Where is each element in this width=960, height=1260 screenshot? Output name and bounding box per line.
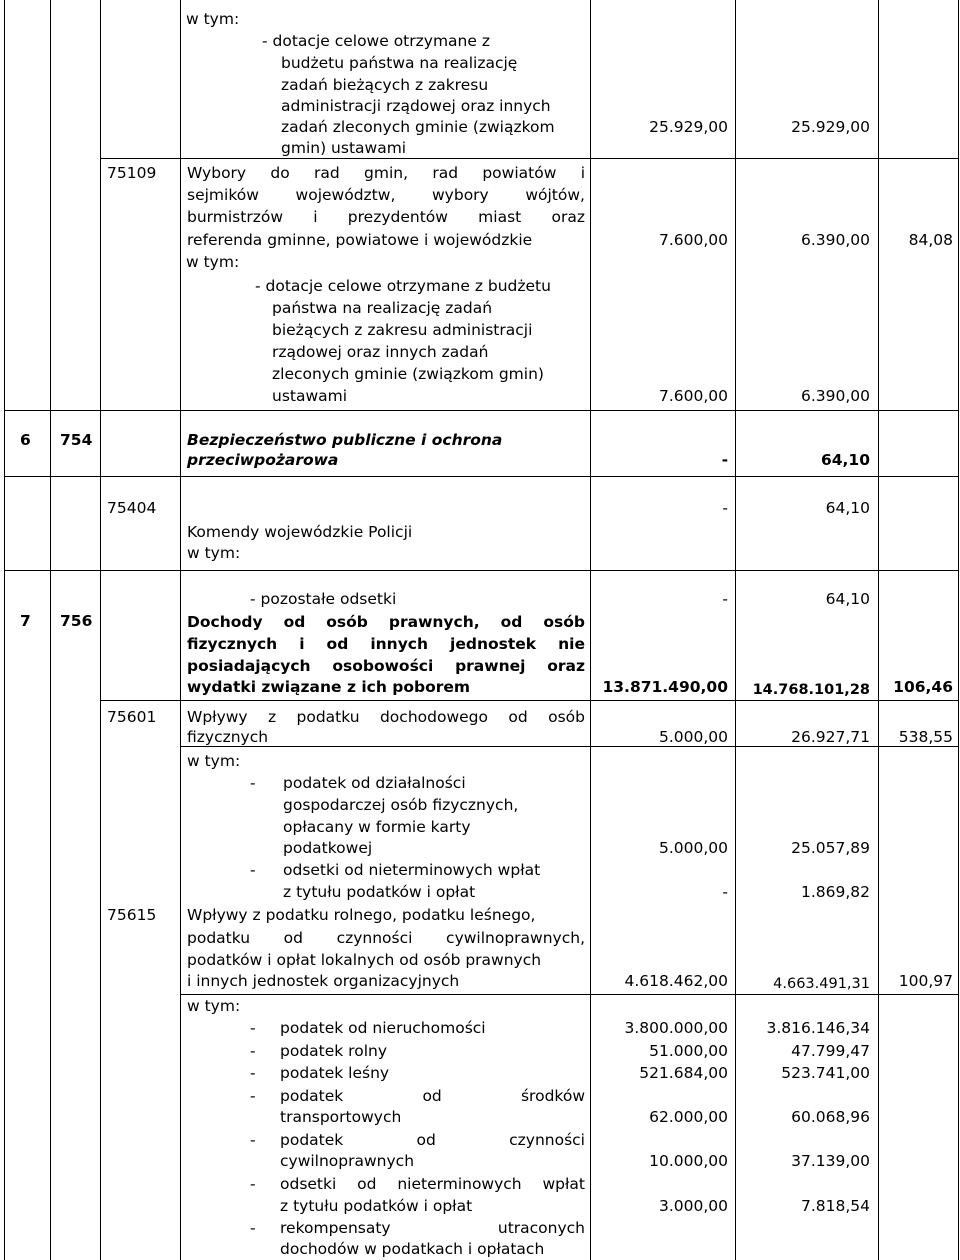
wtym-item-line: zadań bieżących z zakresu [281,76,489,94]
item-line: opłacany w formie karty [283,818,471,836]
word: gmin, [364,164,409,182]
word: wybory [432,186,489,204]
wtym-label: w tym: [187,752,241,770]
dzial-code: 756 [60,612,93,630]
plan-value: - [722,499,728,517]
word: od [422,1087,442,1105]
dzial-name-line: przeciwpożarowa [187,451,339,469]
word: oraz [547,657,585,675]
dash: - [250,1064,256,1082]
rozdzial-name-line: podatków i opłat lokalnych od osób prawnych [187,951,542,969]
word: miast [478,208,522,226]
wtym-item-line: rządowej oraz innych zadań [272,343,489,361]
wtym-label: w tym: [187,544,241,562]
word: prawnych, [388,613,480,631]
word: nieterminowych [397,1175,522,1193]
plan-value: 4.618.462,00 [624,972,728,990]
pct-value: 84,08 [908,231,953,249]
word: rad [432,164,459,182]
dzial-name-line: wydatki związane z ich poborem [187,678,471,696]
word: rad [314,164,340,182]
rozdzial-code: 75404 [107,499,157,517]
lp-number: 6 [20,431,31,449]
exec-value: 523.741,00 [781,1064,870,1082]
row-rule [4,410,958,411]
word: utraconych [497,1219,585,1237]
item-line [280,1130,585,1150]
word: nie [558,635,585,653]
word: wójtów, [525,186,585,204]
word: Dochody [187,613,263,631]
exec-value: 25.929,00 [791,118,870,136]
word: osobowości [332,657,434,675]
plan-value: 13.871.490,00 [602,678,728,696]
rozdzial-name-line [187,207,585,227]
exec-value: 60.068,96 [791,1108,870,1126]
item-line [280,1218,585,1238]
plan-value: 7.600,00 [658,231,728,249]
item-line: z tytułu podatków i opłat [280,1197,473,1215]
plan-value: - [721,451,728,469]
rozdzial-name-line [187,185,585,205]
item-line [280,1174,585,1194]
word: od [326,635,349,653]
word: i [313,208,318,226]
word: od [500,613,523,631]
word: jednostek [450,635,537,653]
word: rekompensaty [280,1219,391,1237]
word: sejmików [187,186,259,204]
plan-value: 5.000,00 [658,728,728,746]
word: podatek [280,1087,344,1105]
word: oraz [551,208,585,226]
row-rule [180,994,958,995]
item-line [280,1086,585,1106]
exec-value: 6.390,00 [800,387,870,405]
wtym-item-line: administracji rządowej oraz innych [281,97,551,115]
dash: - [250,861,256,879]
item-line: podatek od działalności [283,774,466,792]
word: dochodowego [379,708,488,726]
item-line: podatek od nieruchomości [280,1019,486,1037]
word: osób [326,613,368,631]
dash: - [250,774,256,792]
item-line: z tytułu podatków i opłat [283,883,476,901]
word: podatku [187,929,251,947]
item-line: dochodów w podatkach i opłatach [280,1240,545,1258]
wtym-item-line: ustawami [272,387,348,405]
wtym-item-line: państwa na realizację zadań [272,299,493,317]
exec-value: 64,10 [820,451,870,469]
item-line: podatek rolny [280,1042,387,1060]
rozdzial-code: 75109 [107,164,157,182]
col-rule-plan-exec [735,0,736,1260]
exec-value: 3.816.146,34 [766,1019,870,1037]
word: czynności [336,929,413,947]
word: odsetki [280,1175,337,1193]
exec-value: 6.390,00 [800,231,870,249]
lp-number: 7 [20,612,31,630]
wtym-label: w tym: [186,253,240,271]
exec-value: 26.927,71 [791,728,870,746]
rozdzial-name-line: referenda gminne, powiatowe i wojewódzkie [187,231,533,249]
word: powiatów [482,164,557,182]
row-rule [4,570,958,571]
wtym-label: w tym: [187,997,241,1015]
plan-value: 3.000,00 [658,1197,728,1215]
rozdzial-name-line [187,928,585,948]
word: Wybory [187,164,247,182]
word: do [270,164,290,182]
exec-value: 47.799,47 [791,1042,870,1060]
word: podatek [280,1131,344,1149]
plan-value: 3.800.000,00 [624,1019,728,1037]
dzial-code: 754 [60,431,93,449]
pct-value: 106,46 [893,678,953,696]
dzial-name-line: Bezpieczeństwo publiczne i ochrona [187,431,503,449]
word: cywilnoprawnych, [446,929,585,947]
pct-value: 538,55 [898,728,953,746]
item-line: transportowych [280,1108,402,1126]
wtym-item-line: zadań zleconych gminie (związkom [281,118,555,136]
rozdzial-code: 75601 [107,708,157,726]
word: podatku [296,708,360,726]
col-rule-lp-dzial [50,0,51,1260]
row-rule [100,700,958,701]
wtym-item-line: - dotacje celowe otrzymane z budżetu [255,277,551,295]
plan-value: - [722,590,728,608]
word: czynności [509,1131,585,1149]
rozdzial-name-line: fizycznych [187,728,269,746]
exec-value: 64,10 [825,590,870,608]
wtym-label: w tym: [186,10,240,28]
wtym-item-line: budżetu państwa na realizację [281,54,518,72]
exec-value: 14.768.101,28 [752,682,870,698]
wtym-item-line: zleconych gminie (związkom gmin) [272,365,544,383]
exec-value: 37.139,00 [791,1152,870,1170]
word: fizycznych [187,635,278,653]
rozdzial-code: 75615 [107,906,157,924]
exec-value: 7.818,54 [800,1197,870,1215]
word: od [283,613,306,631]
word: od [283,929,303,947]
word: burmistrzów [187,208,283,226]
word: od [357,1175,377,1193]
plan-value: 51.000,00 [649,1042,728,1060]
item-line: odsetki od nieterminowych wpłat [283,861,541,879]
exec-value: 25.057,89 [791,839,870,857]
dash: - [250,1175,256,1193]
dash: - [250,1042,256,1060]
rozdzial-name-line [187,707,585,727]
col-rule-dzial-rozdzial [100,0,101,1260]
dash: - [250,1219,256,1237]
wtym-item-line: bieżących z zakresu administracji [272,321,533,339]
plan-value: 25.929,00 [649,118,728,136]
wtym-item-line: - dotacje celowe otrzymane z [262,32,490,50]
rozdzial-name: Komendy wojewódzkie Policji [187,523,413,541]
item-line: podatek leśny [280,1064,390,1082]
col-rule-lp-left [4,0,5,1260]
dash: - [250,1019,256,1037]
word: prezydentów [347,208,448,226]
rozdzial-name-line [187,163,585,183]
word: i [580,164,585,182]
col-rule-right [958,0,959,1260]
plan-value: - [722,883,728,901]
plan-value: 10.000,00 [649,1152,728,1170]
word: Wpływy [187,708,248,726]
col-rule-name-plan [590,0,591,1260]
item-line: cywilnoprawnych [280,1152,415,1170]
row-rule [100,158,958,159]
exec-value: 1.869,82 [800,883,870,901]
dash: - [250,1131,256,1149]
wtym-item-line: - pozostałe odsetki [250,590,397,608]
word: województw, [295,186,396,204]
col-rule-rozdzial-name [180,0,181,1260]
word: prawnej [455,657,526,675]
wtym-item-line: gmin) ustawami [281,139,407,157]
word: osób [543,613,585,631]
dzial-name-line [187,634,585,654]
dzial-name-line [187,656,585,676]
plan-value: 62.000,00 [649,1108,728,1126]
plan-value: 7.600,00 [658,387,728,405]
word: posiadających [187,657,311,675]
word: innych [370,635,429,653]
row-rule [4,476,958,477]
item-line: podatkowej [283,839,373,857]
dzial-name-line [187,612,585,632]
exec-value: 64,10 [825,499,870,517]
word: od [508,708,528,726]
word: wpłat [542,1175,585,1193]
word: środków [520,1087,585,1105]
rozdzial-name-line: Wpływy z podatku rolnego, podatku leśnego, [187,906,536,924]
col-rule-exec-pct [878,0,879,1260]
word: od [416,1131,436,1149]
dash: - [250,1087,256,1105]
rozdzial-name-line: i innych jednostek organizacyjnych [187,972,460,990]
word: z [267,708,277,726]
pct-value: 100,97 [898,972,953,990]
item-line: gospodarczej osób fizycznych, [283,796,519,814]
word: i [299,635,305,653]
word: osób [548,708,585,726]
exec-value: 4.663.491,31 [773,976,870,992]
plan-value: 5.000,00 [658,839,728,857]
plan-value: 521.684,00 [639,1064,728,1082]
